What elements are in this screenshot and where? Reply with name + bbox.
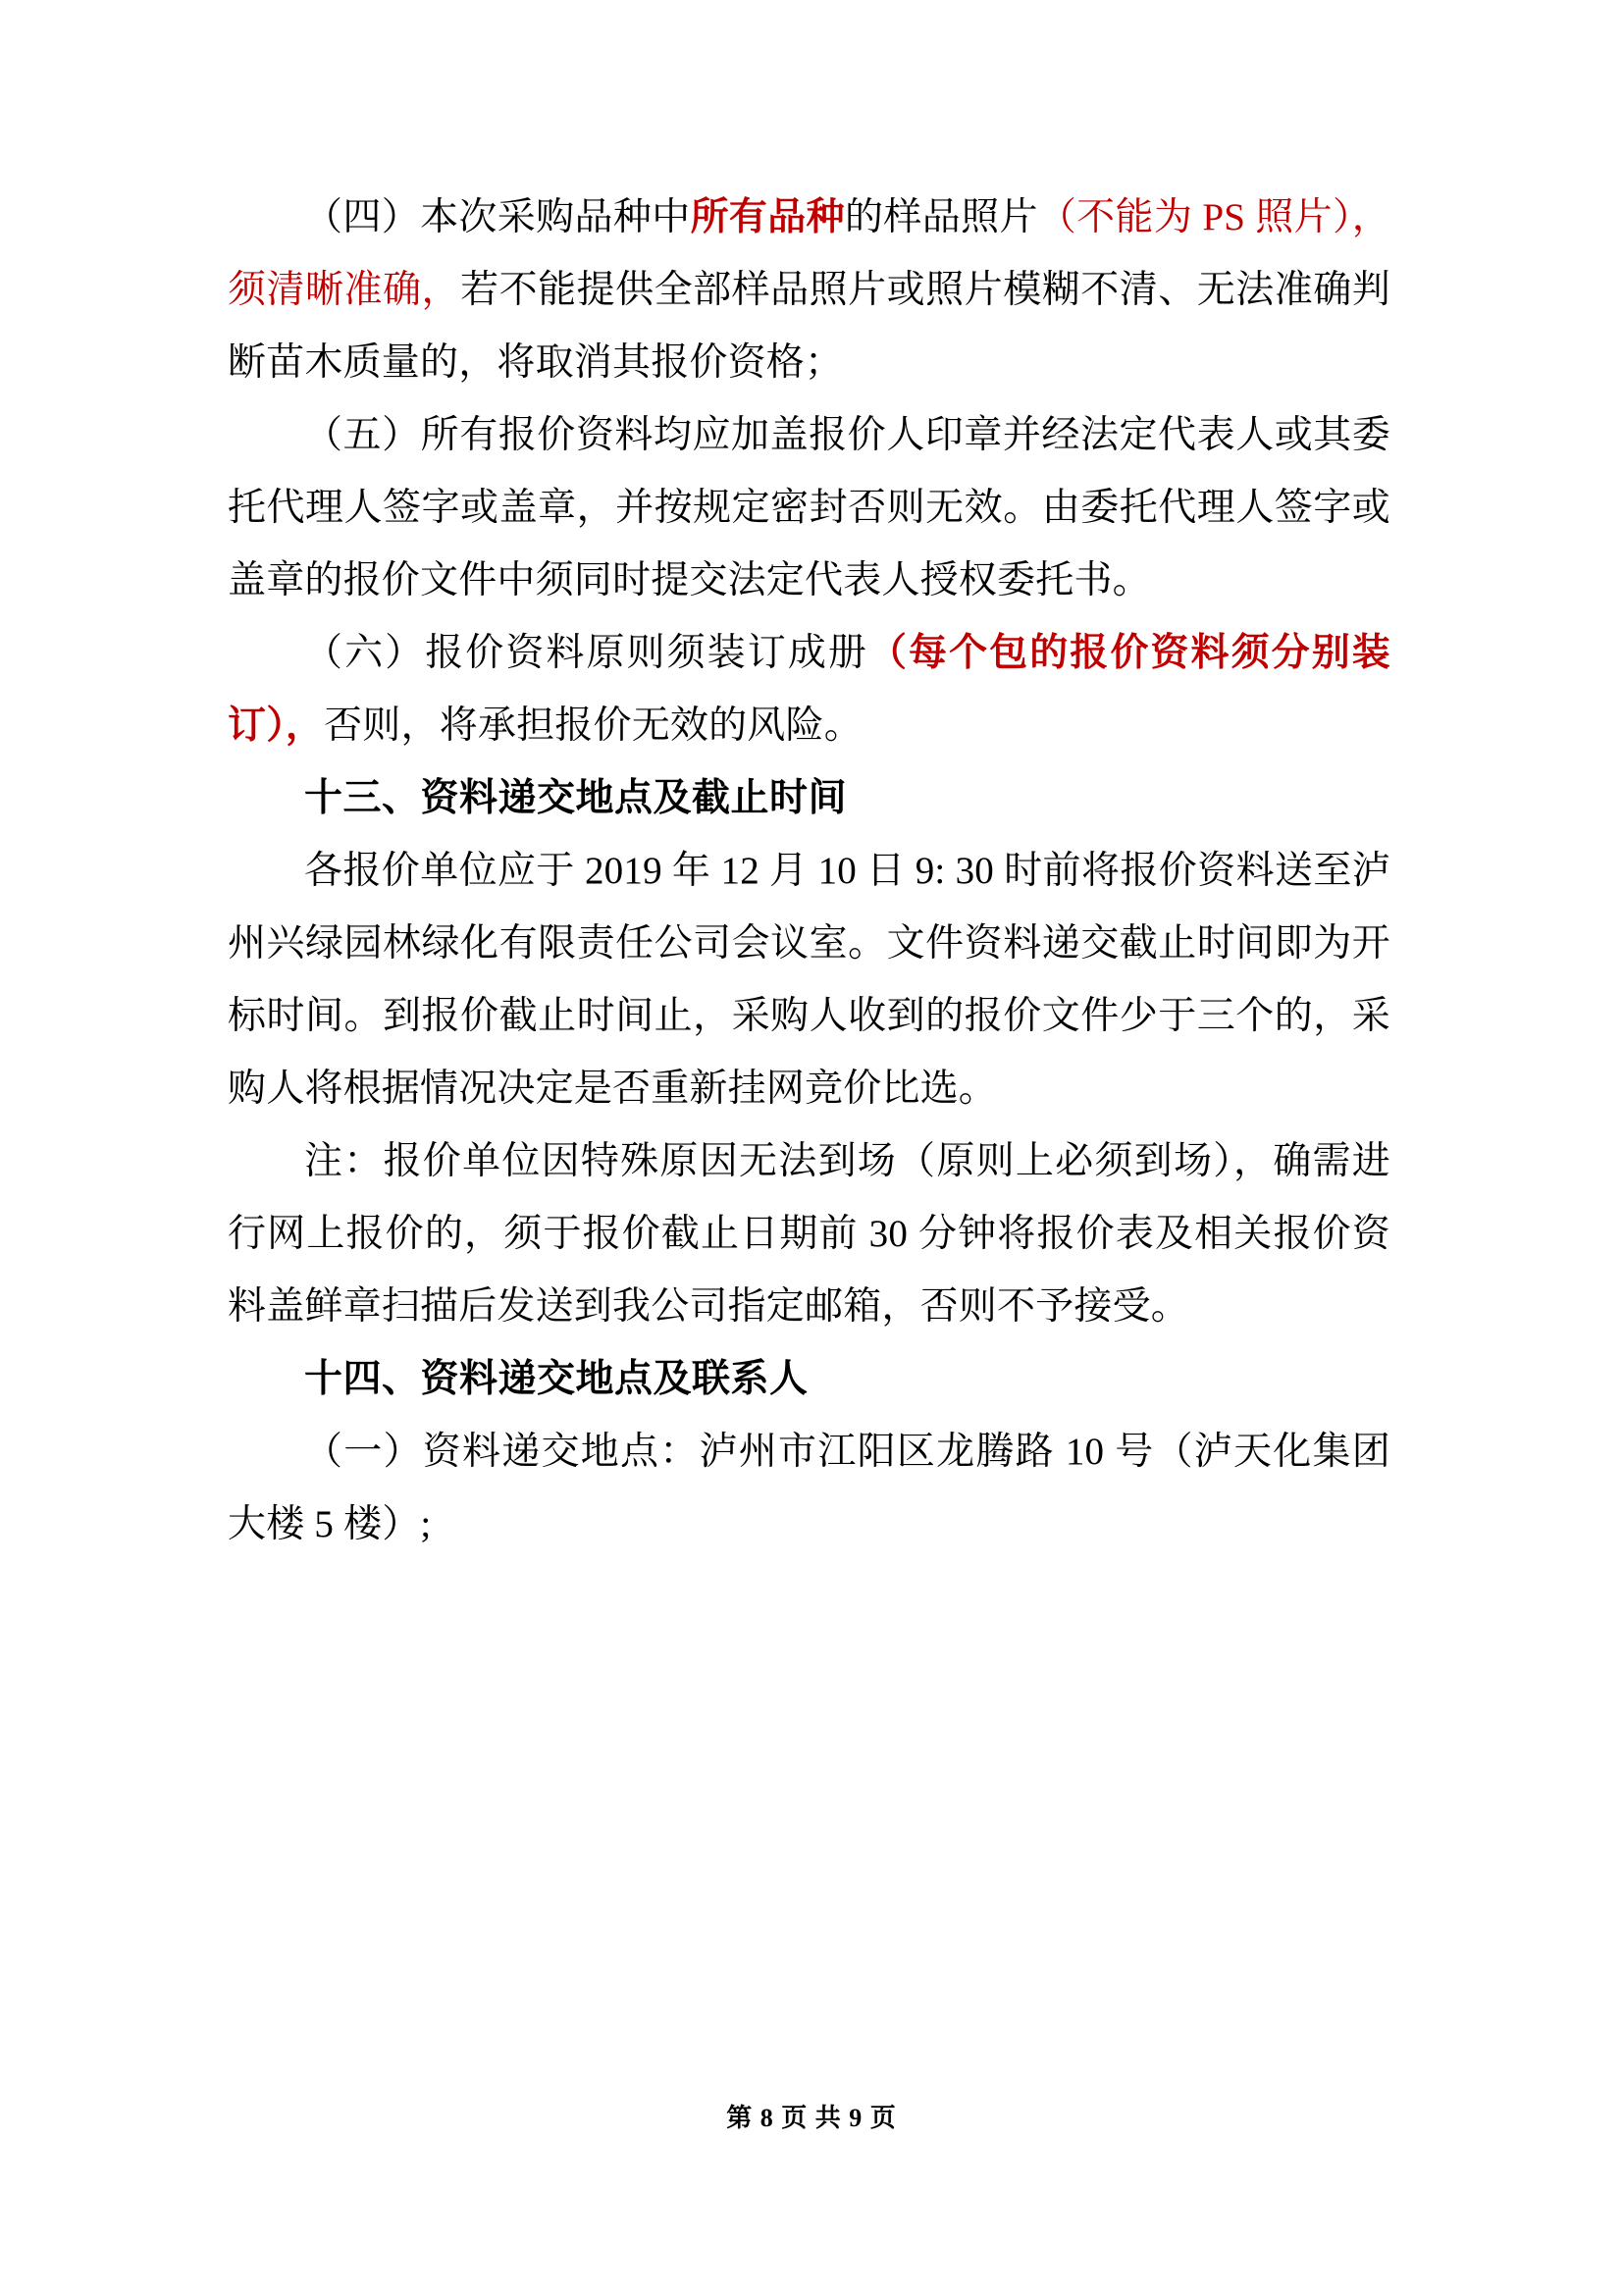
paragraph-clause-4 xyxy=(228,182,1390,399)
run-text: 否则，将承担报价无效的风险。 xyxy=(324,704,863,747)
paragraph-clause-6 xyxy=(228,617,1390,762)
run-text-emphasis: （每个包的报价资料须分别装订）， xyxy=(228,632,1390,747)
page-footer: 第 8 页 共 9 页 xyxy=(726,2104,897,2132)
run-text: （四）本次采购品种中 xyxy=(304,196,691,238)
paragraph-section-14-item-1: （一）资料递交地点：泸州市江阳区龙腾路 10 号（泸天化集团大楼 5 楼）; xyxy=(228,1431,1390,1545)
document-body xyxy=(228,182,1390,1561)
run-text: （六）报价资料原则须装订成册 xyxy=(304,632,868,674)
run-text-emphasis: 所有品种 xyxy=(690,196,846,238)
run-text: 的样品照片 xyxy=(845,196,1038,238)
section-heading-13: 十三、资料递交地点及截止时间 xyxy=(304,777,848,819)
run-text-emphasis: （不能为 PS 照片），须清晰准确， xyxy=(228,196,1390,311)
paragraph-section-13-note: 注：报价单位因特殊原因无法到场（原则上必须到场），确需进行网上报价的，须于报价截止日期前 30 分钟将报价表及相关报价资料盖鲜章扫描后发送到我公司指定邮箱，否则不予接受。 xyxy=(228,1140,1390,1328)
run-text: 若不能提供全部样品照片或照片模糊不清、无法准确判断苗木质量的，将取消其报价资格； xyxy=(228,269,1390,384)
paragraph-clause-5 xyxy=(228,399,1390,617)
run-text: （五）所有报价资料均应加盖报价人印章并经法定代表人或其委托代理人签字或盖章，并按规定密封否则无效。由委托代理人签字或盖章的报价文件中须同时提交法定代表人授权委托书。 xyxy=(228,414,1390,601)
paragraph-section-13-body: 各报价单位应于 2019 年 12 月 10 日 9: 30 时前将报价资料送至泸州兴绿园林绿化有限责任公司会议室。文件资料递交截止时间即为开标时间。到报价截止时间止，采购人收到的报价文件少于三个的，采购人将根据情况决定是否重新挂网竞价比选。 xyxy=(228,850,1390,1110)
section-heading-14: 十四、资料递交地点及联系人 xyxy=(304,1358,809,1400)
